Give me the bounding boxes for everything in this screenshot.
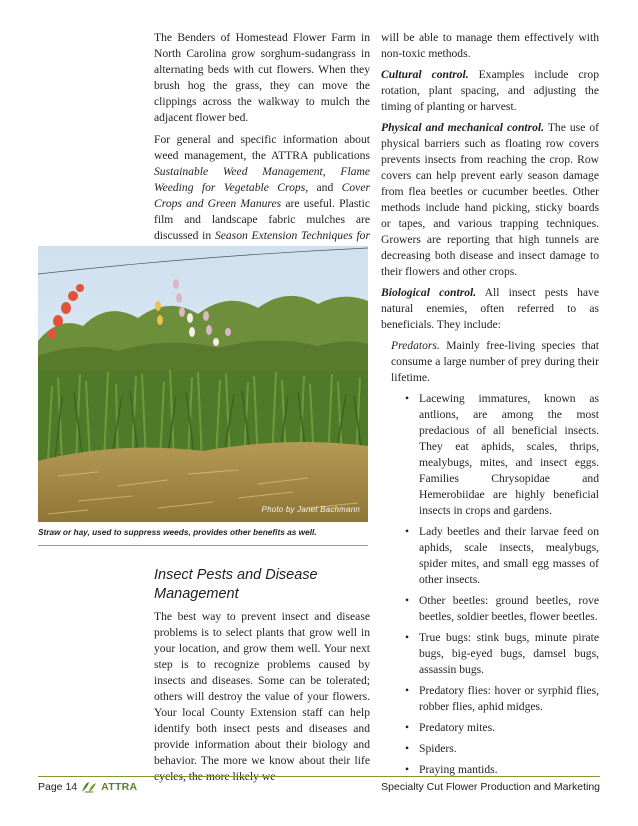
bullet-icon: • xyxy=(405,525,410,538)
publication-title: Sustainable Weed Management xyxy=(154,165,323,178)
footer-divider xyxy=(38,776,600,777)
cultural-control-lead: Cultural control. xyxy=(381,68,469,81)
physical-control-paragraph: Physical and mechanical control. The use of physical barriers such as floating row covers prevents insects from reaching the crop. Row covers can help prevent early season damage from flea beetles or cucumber beetles. Other methods include hand picking, sticky boards or tapes, and various trapping techniques. Growers are reporting that high tunnels are decreasing both disease and insect damage to their flowers and other crops. xyxy=(381,121,599,278)
bullet-icon: • xyxy=(405,763,410,776)
left-column xyxy=(154,30,370,266)
list-item: • True bugs: stink bugs, minute pirate bugs, big-eyed bugs, damsel bugs, assassin bugs. xyxy=(405,631,599,676)
continuation-paragraph: will be able to manage them effectively with non-toxic methods. xyxy=(381,31,599,60)
list-item: • Predatory mites. xyxy=(405,721,495,734)
flower-field-photo xyxy=(38,246,368,522)
insect-pests-section xyxy=(154,566,370,785)
bullet-icon: • xyxy=(405,631,410,644)
section-body: The best way to prevent insect and disease problems is to select plants that grow well in your location, and grow them well. Your next step is to recognize problems caused by insects and diseases. Some can be tolerated; others will destroy the value of your flowers. Your local County Extension staff can help identify both insect pests and diseases and provide information about their biology and behavior. The more we know about their life cycles, the more likely we xyxy=(154,610,370,783)
bullet-icon: • xyxy=(405,721,410,734)
photo-caption: Straw or hay, used to suppress weeds, provides other benefits as well. xyxy=(38,527,317,537)
predator-list xyxy=(381,391,599,778)
cultural-control-paragraph: Cultural control. Examples include crop rotation, plant spacing, and adjusting the timing of planting or harvest. xyxy=(381,68,599,113)
footer-left xyxy=(38,781,137,793)
physical-control-lead: Physical and mechanical control. xyxy=(381,121,545,134)
page-number: Page 14 xyxy=(38,781,78,793)
list-item: • Other beetles: ground beetles, rove beetles, soldier beetles, flower beetles. xyxy=(405,594,599,623)
section-heading: Insect Pests and Disease Management xyxy=(154,567,318,602)
right-column xyxy=(381,30,599,783)
predators-lead: Predators. xyxy=(391,339,440,352)
bullet-icon: • xyxy=(405,742,410,755)
caption-divider xyxy=(38,545,368,546)
publication-title: Cover Crops and Green Manures xyxy=(154,181,370,210)
weed-management-paragraph: For general and specific information about weed management, the ATTRA publications Sustainable Weed Management, Flame Weeding for Vegetable Crops, and Cover Crops and Green Manures are useful. Plastic film and landscape fabric mulches are discussed in Season Extension Techniques for xyxy=(154,132,370,260)
footer-publication: Specialty Cut Flower Production and Marketing xyxy=(381,781,600,793)
biological-control-lead: Biological control. xyxy=(381,286,477,299)
flower-field-illustration xyxy=(38,246,368,522)
attra-leaf-icon xyxy=(81,781,97,793)
predators-paragraph: Predators. Mainly free-living species that consume a large number of prey during their lifetime. xyxy=(391,339,599,384)
list-item: • Spiders. xyxy=(405,742,457,755)
publication-title: Flame Weeding for Vegetable Crops xyxy=(154,165,371,194)
intro-paragraph: The Benders of Homestead Flower Farm in North Carolina grow sorghum-sudangrass in alternating beds with cut flowers. When they brush hog the grass, they can move the clippings across the walkway to mulch the adjacent flower bed. xyxy=(154,31,370,124)
bullet-icon: • xyxy=(405,594,410,607)
publication-title: Season Extension Techniques for xyxy=(214,229,370,242)
list-item: • Lady beetles and their larvae feed on aphids, scale insects, mealybugs, spider mites, and small egg masses of other insects. xyxy=(405,525,599,586)
photo-credit: Photo by Janet Bachmann xyxy=(261,505,360,514)
list-item: • Lacewing immatures, known as antlions, are among the most predacious of all beneficial insects. They eat aphids, scales, thrips, mealybugs, mites, and insect eggs. Families Chrysopidae and Hemerobiidae are highly beneficial insects in crops and gardens. xyxy=(405,392,599,517)
bullet-icon: • xyxy=(405,684,410,697)
footer-org: ATTRA xyxy=(101,781,138,793)
list-item: • Predatory flies: hover or syrphid flies, robber flies, aphid midges. xyxy=(405,684,599,713)
bullet-icon: • xyxy=(405,392,410,405)
biological-control-paragraph: Biological control. All insect pests have natural enemies, often referred to as beneficials. They include: xyxy=(381,286,599,331)
list-item: • Praying mantids. xyxy=(405,763,498,776)
